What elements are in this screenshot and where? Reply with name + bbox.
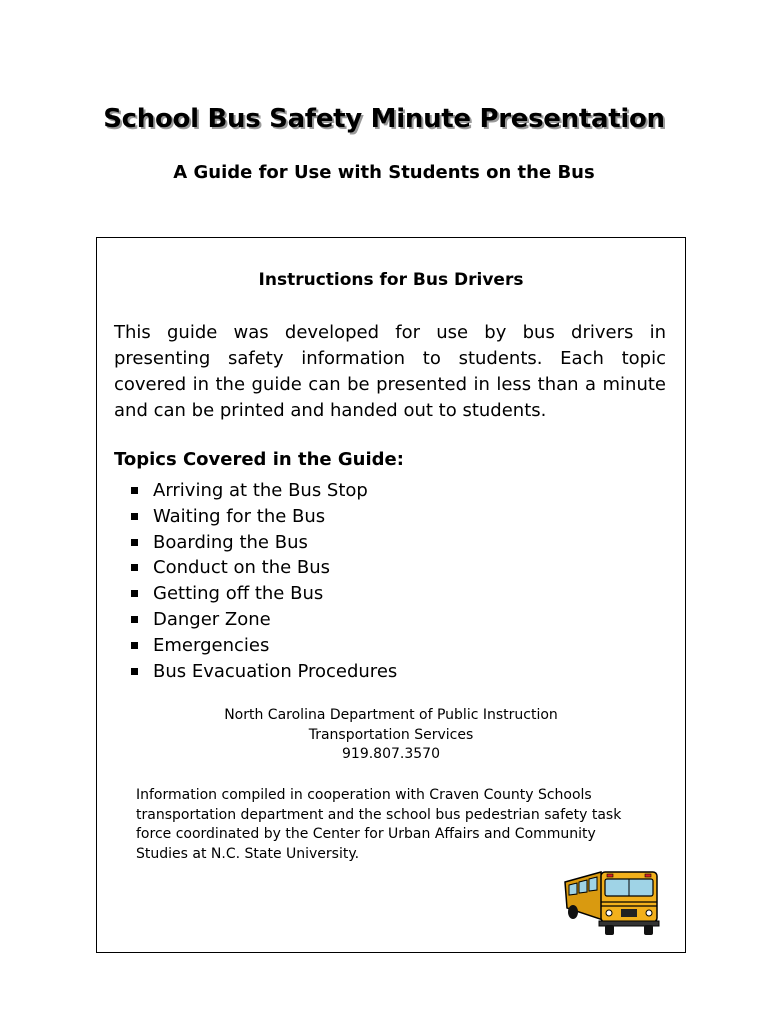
org-name: North Carolina Department of Public Instruction: [224, 707, 558, 723]
document-title: School Bus Safety Minute Presentation: [103, 104, 665, 134]
topic-label: Arriving at the Bus Stop: [153, 480, 368, 501]
list-item: [131, 607, 397, 633]
bullet-icon: [131, 487, 138, 494]
credit-paragraph: Information compiled in cooperation with Craven County Schools transportation department and the school bus pedestrian safety task force coordinated by the Center for Urban Affairs and Community Studies at N.C. State University.: [136, 787, 622, 862]
list-item: [131, 659, 397, 685]
bullet-icon: [131, 590, 138, 597]
topic-label: Emergencies: [153, 634, 270, 656]
list-item: [131, 530, 397, 556]
topic-label: Danger Zone: [153, 608, 271, 630]
org-phone: 919.807.3570: [342, 746, 440, 762]
topic-label: Getting off the Bus: [153, 583, 324, 605]
topics-heading: Topics Covered in the Guide:: [114, 449, 404, 470]
organization-block: [97, 706, 685, 765]
topics-list: [131, 478, 397, 684]
bullet-icon: [131, 539, 138, 546]
list-item: [131, 633, 397, 659]
bullet-icon: [131, 668, 138, 675]
bullet-icon: [131, 513, 138, 520]
document-subtitle: A Guide for Use with Students on the Bus: [173, 162, 595, 183]
list-item: [131, 504, 397, 530]
list-item: [131, 478, 397, 504]
topic-label: Conduct on the Bus: [153, 557, 331, 579]
bullet-icon: [131, 564, 138, 571]
bullet-icon: [131, 616, 138, 623]
list-item: [131, 555, 397, 581]
instructions-heading: Instructions for Bus Drivers: [258, 270, 524, 290]
topic-label: Boarding the Bus: [153, 531, 308, 553]
org-division: Transportation Services: [308, 726, 474, 743]
topic-label: Waiting for the Bus: [153, 505, 326, 527]
list-item: [131, 581, 397, 607]
school-bus-icon: [563, 868, 663, 936]
topic-label: Bus Evacuation Procedures: [153, 660, 398, 682]
bullet-icon: [131, 642, 138, 649]
instructions-box: [96, 237, 686, 953]
intro-paragraph: This guide was developed for use by bus drivers in presenting safety information to students. Each topic covered in the guide can be presented in less than a minute and can be printed and handed out to students.: [114, 322, 666, 421]
